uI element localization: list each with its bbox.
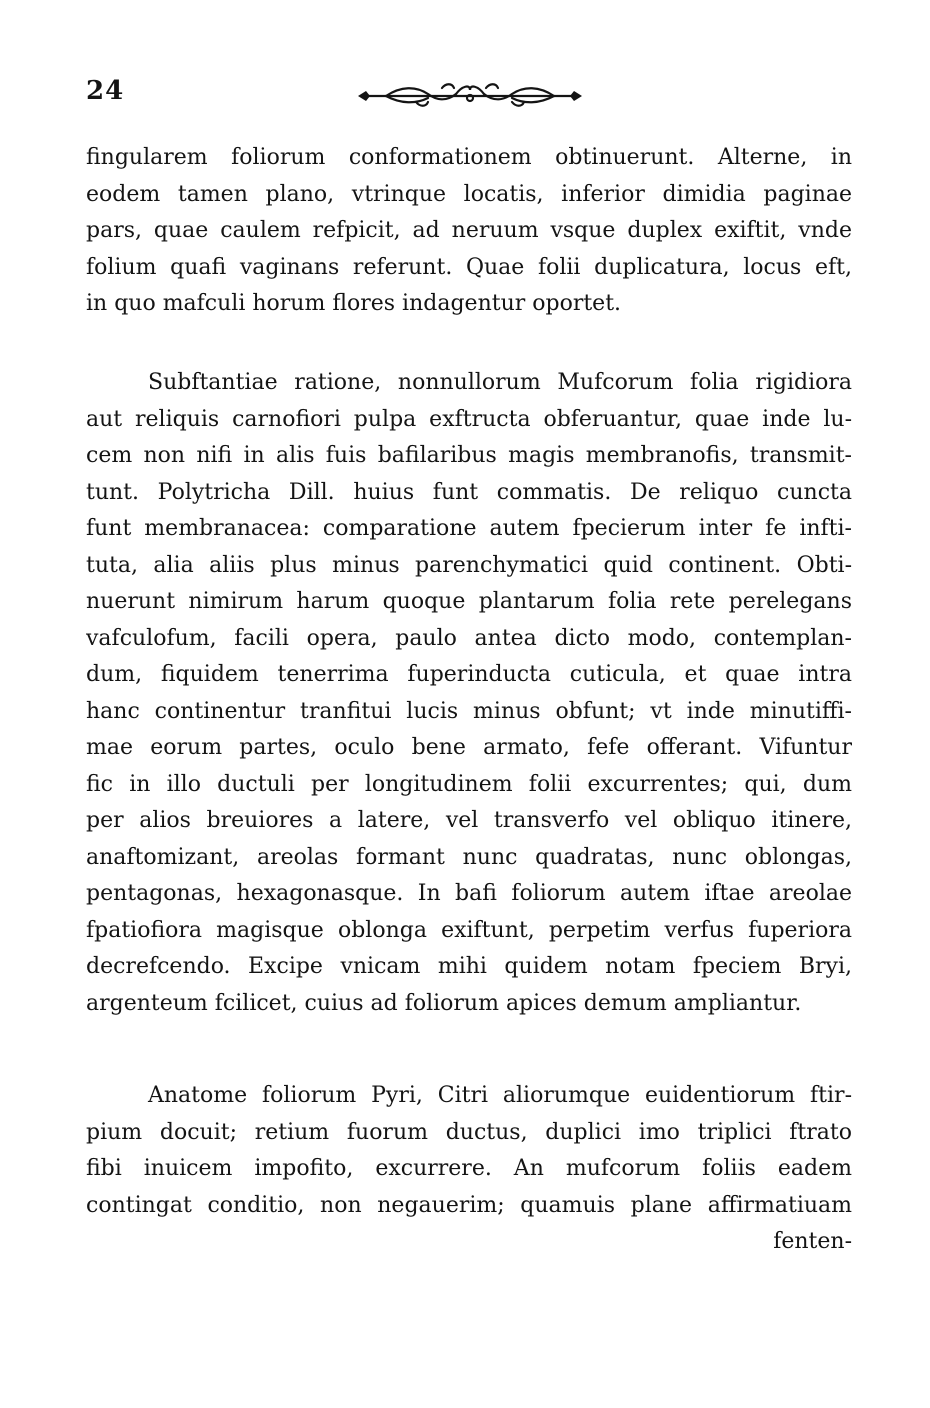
text-line: folium quafi vaginans referunt. Quae folii duplicatura, locus eft, (86, 254, 852, 280)
text-line: hanc continentur tranfitui lucis minus obfunt; vt inde minutiffi- (86, 698, 852, 724)
text-line: decrefcendo. Excipe vnicam mihi quidem notam fpeciem Bryi, (86, 954, 852, 979)
text-line: fingularem foliorum conformationem obtinuerunt. Alterne, in (86, 145, 852, 170)
text-line: aut reliquis carnofiori pulpa exftructa obferuantur, quae inde lu- (86, 406, 852, 432)
paragraph-1 (86, 140, 852, 323)
text-line: pentagonas, hexagonasque. In bafi foliorum autem iftae areolae (86, 881, 852, 906)
text-line: cem non nifi in alis fuis bafilaribus magis membranofis, transmit- (86, 443, 852, 468)
text-line: mae eorum partes, oculo bene armato, fefe offerant. Vifuntur (86, 735, 852, 760)
text-line: fibi inuicem impofito, excurrere. An mufcorum foliis eadem (86, 1156, 852, 1181)
text-line: dum, fiquidem tenerrima fuperinducta cuticula, et quae intra (86, 662, 852, 687)
header-ornament-icon (356, 80, 584, 110)
text-line: vafculofum, facili opera, paulo antea dicto modo, contemplan- (86, 625, 852, 651)
text-line: fic in illo ductuli per longitudinem folii excurrentes; qui, dum (86, 771, 852, 797)
text-line: Subftantiae ratione, nonnullorum Mufcorum folia rigidiora (148, 370, 852, 395)
text-line: contingat conditio, non negauerim; quamuis plane affirmatiuam (86, 1192, 852, 1218)
page-number: 24 (86, 76, 125, 106)
text-line: anaftomizant, areolas formant nunc quadratas, nunc oblongas, (86, 844, 852, 870)
text-line: tunt. Polytricha Dill. huius funt commatis. De reliquo cuncta (86, 479, 852, 505)
text-line: pium docuit; retium fuorum ductus, duplici imo triplici ftrato (86, 1119, 852, 1145)
text-line: tuta, alia aliis plus minus parenchymatici quid continent. Obti- (86, 552, 852, 578)
text-line: Anatome foliorum Pyri, Citri aliorumque euidentiorum ftir- (148, 1083, 852, 1108)
text-line: nuerunt nimirum harum quoque plantarum folia rete perelegans (86, 589, 852, 614)
text-line: funt membranacea: comparatione autem fpecierum inter fe infti- (86, 516, 852, 541)
paragraph-2 (86, 365, 852, 1022)
text-line: argenteum fcilicet, cuius ad foliorum apices demum ampliantur. (86, 990, 802, 1016)
paragraph-3 (86, 1078, 852, 1261)
text-line: per alios breuiores a latere, vel transverfo vel obliquo itinere, (86, 808, 852, 833)
text-line: pars, quae caulem refpicit, ad neruum vsque duplex exiftit, vnde (86, 218, 852, 243)
catchword: fenten- (773, 1229, 852, 1254)
text-line: eodem tamen plano, vtrinque locatis, inferior dimidia paginae (86, 181, 852, 207)
text-line: in quo mafculi horum flores indagentur oportet. (86, 291, 622, 316)
text-line: fpatiofiora magisque oblonga exiftunt, perpetim verfus fuperiora (86, 917, 852, 943)
